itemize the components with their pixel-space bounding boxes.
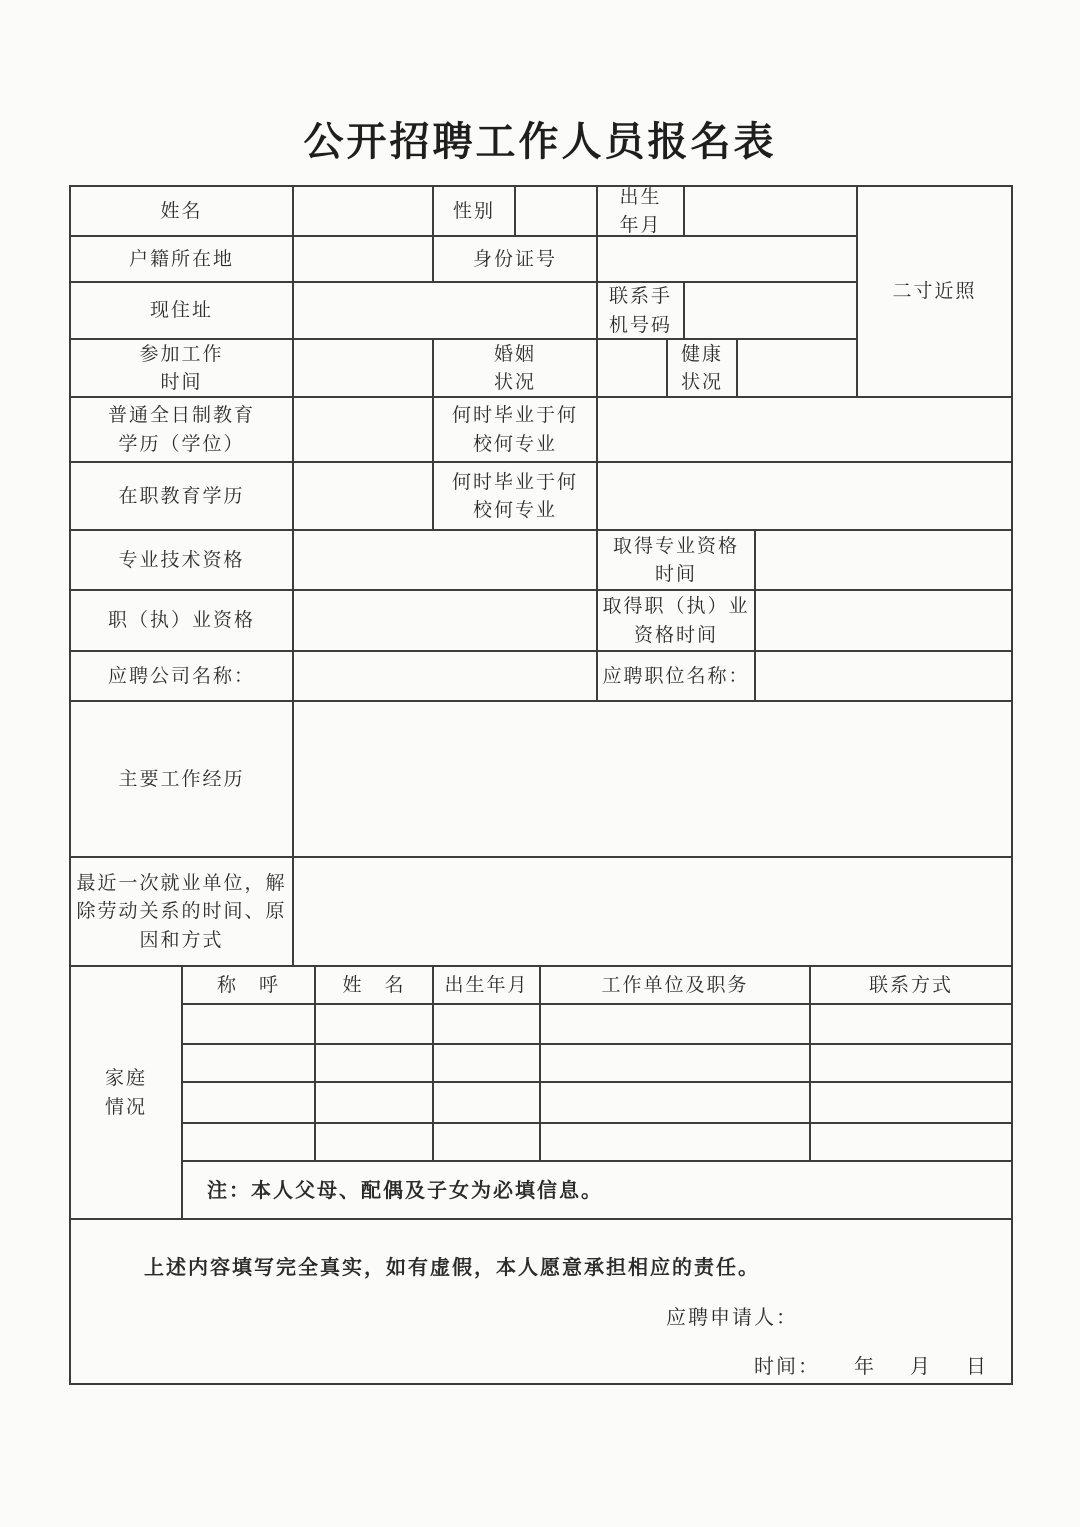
- mobile-label-cell: [596, 281, 685, 340]
- occ-qual-input-cell: [292, 589, 598, 652]
- prof-qual-time-label: 取得专业资格时间: [612, 534, 739, 585]
- occ-qual-label-cell: [69, 589, 294, 652]
- family-note: 注：本人父母、配偶及子女为必填信息。: [207, 1178, 603, 1202]
- family-header-name: [314, 965, 434, 1005]
- address-input-cell: [292, 281, 598, 340]
- prof-qual-time-input-cell: [754, 529, 1013, 591]
- family-cell: [432, 1081, 541, 1124]
- family-header-name-label: 姓 名: [342, 973, 406, 996]
- family-cell: [539, 1003, 811, 1045]
- family-cell: [539, 1081, 811, 1124]
- declaration-statement: 上述内容填写完全真实，如有虚假，本人愿意承担相应的责任。: [144, 1255, 760, 1279]
- family-cell: [539, 1122, 811, 1162]
- name-label: 姓名: [160, 199, 203, 222]
- photo-placeholder: [856, 185, 1013, 398]
- health-input-cell: [736, 338, 858, 398]
- year-label: 年: [854, 1354, 876, 1378]
- position-input-cell: [754, 650, 1013, 702]
- applicant-label: 应聘申请人：: [666, 1305, 798, 1329]
- fulltime-edu-label: 普通全日制教育学历（学位）: [107, 404, 255, 455]
- family-cell: [809, 1043, 1013, 1083]
- family-header-relation-label: 称 呼: [216, 973, 280, 996]
- birth-date-label-cell: [596, 185, 685, 237]
- mobile-label: 联系手机号码: [608, 285, 672, 336]
- health-label-cell: [666, 338, 738, 398]
- family-cell: [432, 1043, 541, 1083]
- family-cell: [181, 1122, 316, 1162]
- grad2-label: 何时毕业于何校何专业: [451, 470, 578, 521]
- family-section-label: 家庭情况: [104, 1067, 147, 1118]
- marital-label: 婚姻状况: [493, 342, 536, 393]
- occ-qual-label: 职（执）业资格: [107, 609, 255, 632]
- family-header-birth: [432, 965, 541, 1005]
- family-cell: [809, 1122, 1013, 1162]
- birth-date-input-cell: [683, 185, 858, 237]
- family-header-employer-label: 工作单位及职务: [601, 973, 749, 996]
- work-start-label-cell: [69, 338, 294, 398]
- family-cell: [314, 1081, 434, 1124]
- prof-qual-time-label-cell: [596, 529, 756, 591]
- address-label: 现住址: [149, 299, 213, 322]
- gender-label-cell: [432, 185, 516, 237]
- family-cell: [181, 1043, 316, 1083]
- onjob-edu-input-cell: [292, 461, 434, 531]
- gender-label: 性别: [452, 199, 495, 222]
- onjob-edu-label: 在职教育学历: [118, 484, 245, 507]
- time-label: 时间：: [754, 1354, 820, 1378]
- last-employer-label: 最近一次就业单位，解除劳动关系的时间、原因和方式: [76, 871, 287, 951]
- id-number-label: 身份证号: [472, 247, 557, 270]
- household-label-cell: [69, 235, 294, 283]
- fulltime-edu-input-cell: [292, 396, 434, 463]
- month-label: 月: [910, 1354, 932, 1378]
- mobile-input-cell: [683, 281, 858, 340]
- family-cell: [314, 1122, 434, 1162]
- household-input-cell: [292, 235, 434, 283]
- family-cell: [181, 1081, 316, 1124]
- id-number-label-cell: [432, 235, 598, 283]
- form-title: 公开招聘工作人员报名表: [303, 118, 777, 165]
- family-cell: [809, 1081, 1013, 1124]
- family-header-birth-label: 出生年月: [444, 973, 529, 996]
- company-label-cell: [69, 650, 294, 702]
- family-cell: [432, 1003, 541, 1045]
- family-header-contact: [809, 965, 1013, 1005]
- grad1-label-cell: [432, 396, 598, 463]
- photo-label: 二寸近照: [892, 280, 977, 303]
- gender-input-cell: [514, 185, 598, 237]
- id-number-input-cell: [596, 235, 858, 283]
- fulltime-edu-label-cell: [69, 396, 294, 463]
- household-label: 户籍所在地: [128, 247, 234, 270]
- family-cell: [181, 1003, 316, 1045]
- family-note-cell: [181, 1160, 1013, 1220]
- grad2-input-cell: [596, 461, 1013, 531]
- name-label-cell: [69, 185, 294, 237]
- family-cell: [539, 1043, 811, 1083]
- name-input-cell: [292, 185, 434, 237]
- work-start-label: 参加工作时间: [139, 342, 224, 393]
- position-label-cell: [596, 650, 756, 702]
- prof-qual-label: 专业技术资格: [118, 548, 245, 571]
- work-start-input-cell: [292, 338, 434, 398]
- experience-label-cell: [69, 700, 294, 858]
- last-employer-label-cell: [69, 856, 294, 967]
- family-header-contact-label: 联系方式: [868, 973, 953, 996]
- marital-label-cell: [432, 338, 598, 398]
- signature-date-row: [754, 1351, 988, 1381]
- day-label: 日: [966, 1354, 988, 1378]
- company-label: 应聘公司名称：: [107, 664, 255, 687]
- family-section-label-cell: [69, 965, 183, 1220]
- birth-date-label: 出生年月: [619, 185, 662, 236]
- position-label: 应聘职位名称：: [602, 664, 750, 687]
- grad1-input-cell: [596, 396, 1013, 463]
- onjob-edu-label-cell: [69, 461, 294, 531]
- company-input-cell: [292, 650, 598, 702]
- health-label: 健康状况: [680, 342, 723, 393]
- address-label-cell: [69, 281, 294, 340]
- grad2-label-cell: [432, 461, 598, 531]
- experience-label: 主要工作经历: [118, 767, 245, 790]
- family-header-employer: [539, 965, 811, 1005]
- prof-qual-input-cell: [292, 529, 598, 591]
- prof-qual-label-cell: [69, 529, 294, 591]
- family-cell: [809, 1003, 1013, 1045]
- grad1-label: 何时毕业于何校何专业: [451, 404, 578, 455]
- occ-qual-time-label: 取得职（执）业资格时间: [602, 595, 750, 646]
- family-cell: [314, 1003, 434, 1045]
- occ-qual-time-input-cell: [754, 589, 1013, 652]
- application-form-table: [69, 185, 1013, 1385]
- experience-input-cell: [292, 700, 1013, 858]
- family-cell: [314, 1043, 434, 1083]
- family-header-relation: [181, 965, 316, 1005]
- declaration-cell: [69, 1218, 1013, 1385]
- marital-input-cell: [596, 338, 668, 398]
- family-cell: [432, 1122, 541, 1162]
- occ-qual-time-label-cell: [596, 589, 756, 652]
- last-employer-input-cell: [292, 856, 1013, 967]
